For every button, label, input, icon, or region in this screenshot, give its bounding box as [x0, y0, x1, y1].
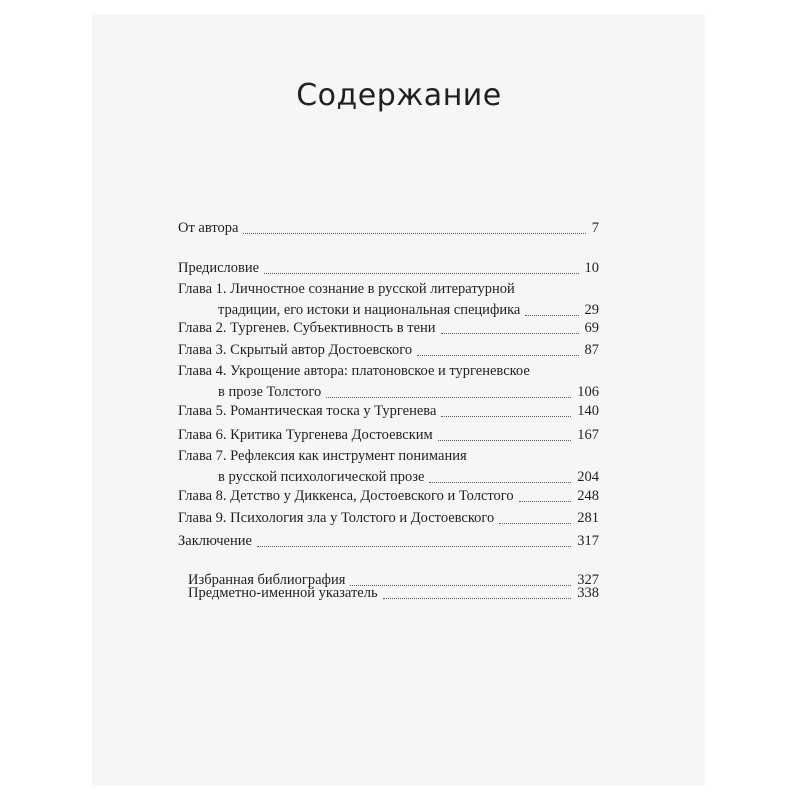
- dot-leader: [525, 315, 578, 316]
- toc-entry-page: 87: [584, 342, 599, 358]
- toc-entry-label: Предисловие: [178, 260, 260, 276]
- dot-leader: [429, 482, 571, 483]
- toc-entry-page: 69: [584, 320, 599, 336]
- toc-entry: [178, 531, 599, 552]
- toc-entry-label-line1: Глава 7. Рефлексия как инструмент понимания: [178, 448, 467, 464]
- toc-entry-label: От автора: [178, 220, 239, 236]
- toc-entry-label: Глава 6. Критика Тургенева Достоевским: [178, 427, 433, 443]
- dot-leader: [499, 523, 571, 524]
- toc-entry-label-line2: традиции, его истоки и национальная специфика: [218, 302, 521, 318]
- toc-entry-page: 338: [577, 585, 599, 601]
- dot-leader: [264, 273, 578, 274]
- dot-leader: [417, 355, 578, 356]
- toc-entry: [178, 279, 599, 321]
- toc-entry: [178, 340, 599, 361]
- dot-leader: [326, 397, 571, 398]
- toc-entry-page: 317: [577, 533, 599, 549]
- toc-entry: [178, 486, 599, 507]
- toc-entry-label-line2: в русской психологической прозе: [218, 469, 425, 485]
- toc-entry-label: Глава 9. Психология зла у Толстого и Достоевского: [178, 510, 495, 526]
- toc-entry-label: Глава 2. Тургенев. Субъективность в тени: [178, 320, 436, 336]
- toc-entry-page: 167: [577, 427, 599, 443]
- toc-entry: [178, 318, 599, 339]
- toc-entry-page: 29: [584, 302, 599, 318]
- toc-entry-page: 140: [577, 403, 599, 419]
- dot-leader: [438, 440, 572, 441]
- page-title: Содержание: [296, 78, 502, 113]
- toc-entry: [188, 583, 599, 604]
- toc-entry: [178, 361, 599, 403]
- dot-leader: [519, 501, 572, 502]
- toc-entry-page: 281: [577, 510, 599, 526]
- toc-entry-label: Предметно-именной указатель: [188, 585, 378, 601]
- toc-entry-page: 106: [577, 384, 599, 400]
- dot-leader: [441, 333, 579, 334]
- toc-entry-label: Глава 8. Детство у Диккенса, Достоевского и Толстого: [178, 488, 514, 504]
- toc-entry: [178, 425, 599, 446]
- toc-entry-label: Глава 5. Романтическая тоска у Тургенева: [178, 403, 437, 419]
- toc-entry-label: Глава 3. Скрытый автор Достоевского: [178, 342, 413, 358]
- toc-entry-label-line1: Глава 4. Укрощение автора: платоновское и тургеневское: [178, 363, 530, 379]
- dot-leader: [243, 233, 585, 234]
- toc-entry-page: 204: [577, 469, 599, 485]
- dot-leader: [441, 416, 571, 417]
- toc-entry-page: 327: [577, 572, 599, 588]
- toc-entry-page: 10: [584, 260, 599, 276]
- toc-entry: [178, 401, 599, 422]
- toc-entry: [178, 258, 599, 279]
- toc-entry-page: 248: [577, 488, 599, 504]
- table-of-contents: [178, 0, 599, 799]
- toc-entry-label: Заключение: [178, 533, 252, 549]
- toc-entry: [178, 446, 599, 488]
- toc-entry: [178, 508, 599, 529]
- dot-leader: [257, 546, 571, 547]
- dot-leader: [383, 598, 572, 599]
- toc-entry-label-line1: Глава 1. Личностное сознание в русской литературной: [178, 281, 515, 297]
- toc-entry-label: Избранная библиография: [188, 572, 346, 588]
- toc-entry: [178, 218, 599, 239]
- toc-entry-page: 7: [591, 220, 599, 236]
- toc-entry-label-line2: в прозе Толстого: [218, 384, 322, 400]
